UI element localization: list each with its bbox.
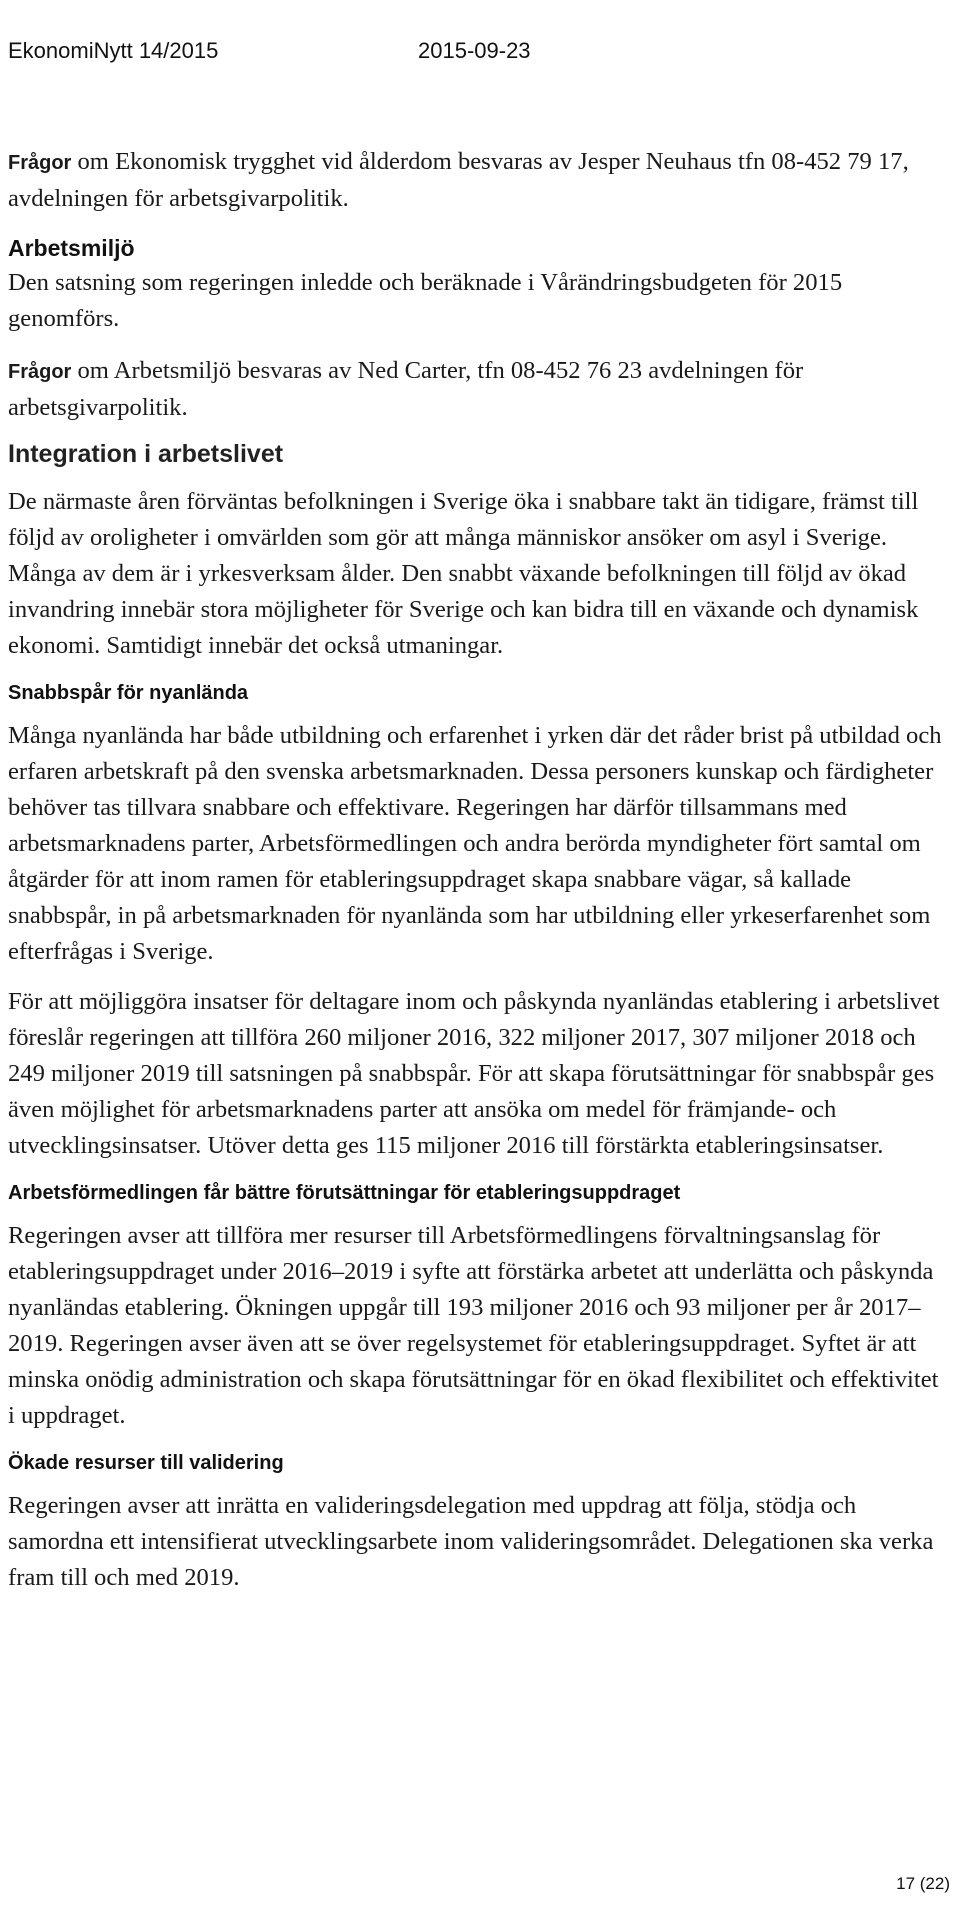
page-header bbox=[8, 38, 531, 64]
paragraph bbox=[8, 353, 948, 426]
paragraph-lead: Frågor bbox=[8, 361, 72, 383]
subsection-heading: Arbetsförmedlingen får bättre förutsättningar för etableringsuppdraget bbox=[8, 1182, 681, 1204]
paragraph: För att möjliggöra insatser för deltagare inom och påskynda nyanländas etablering i arbetslivet föreslår regeringen att tillföra 260 miljoner 2016, 322 miljoner 2017, 307 miljoner 2018 och 249 miljoner 2019 till satsningen på snabbspår. För att skapa förutsättningar för snabbspår ges även möjlighet för arbetsmarknadens parter att ansöka om medel för främjande- och utvecklingsinsatser. Utöver detta ges 115 miljoner 2016 till förstärkta etableringsinsatser. bbox=[8, 988, 940, 1159]
paragraph: Den satsning som regeringen inledde och beräknade i Vårändringsbudgeten för 2015 genomförs. bbox=[8, 269, 843, 332]
publication-date: 2015-09-23 bbox=[418, 38, 531, 63]
article-body bbox=[8, 144, 948, 1596]
paragraph: Många nyanlända har både utbildning och erfarenhet i yrken där det råder brist på utbildad och erfaren arbetskraft på den svenska arbetsmarknaden. Dessa personers kunskap och färdigheter behöver tas tillvara snabbare och effektivare. Regeringen har därför tillsammans med arbetsmarknadens parter, Arbetsförmedlingen och andra berörda myndigheter fört samtal om åtgärder för att inom ramen för etableringsuppdraget skapa snabbare vägar, så kallade snabbspår, in på arbetsmarknaden för nyanlända som har utbildning eller yrkeserfarenhet som efterfrågas i Sverige. bbox=[8, 722, 942, 965]
paragraph-lead: Frågor bbox=[8, 152, 72, 174]
section-heading: Integration i arbetslivet bbox=[8, 440, 284, 468]
page-number: 17 (22) bbox=[896, 1874, 950, 1893]
paragraph: Regeringen avser att tillföra mer resurser till Arbetsförmedlingens förvaltningsanslag för etableringsuppdraget under 2016–2019 i syfte att förstärka arbetet att underlätta och påskynda nyanländas etablering. Ökningen uppgår till 193 miljoner 2016 och 93 miljoner per år 2017–2019. Regeringen avser även att se över regelsystemet för etableringsuppdraget. Syftet är att minska onödig administration och skapa förutsättningar för en ökad flexibilitet och effektivitet i uppdraget. bbox=[8, 1222, 939, 1429]
paragraph: Regeringen avser att inrätta en valideringsdelegation med uppdrag att följa, stödja och samordna ett intensifierat utvecklingsarbete inom valideringsområdet. Delegationen ska verka fram till och med 2019. bbox=[8, 1492, 934, 1591]
section-heading: Arbetsmiljö bbox=[8, 235, 135, 261]
subsection-heading: Ökade resurser till validering bbox=[8, 1452, 284, 1474]
publication-title: EkonomiNytt 14/2015 bbox=[8, 38, 219, 63]
paragraph-text: om Arbetsmiljö besvaras av Ned Carter, tfn 08-452 76 23 avdelningen för arbetsgivarpolitik. bbox=[8, 357, 804, 421]
paragraph-text: om Ekonomisk trygghet vid ålderdom besvaras av Jesper Neuhaus tfn 08-452 79 17, avdelningen för arbetsgivarpolitik. bbox=[8, 148, 909, 212]
subsection-heading: Snabbspår för nyanlända bbox=[8, 682, 249, 704]
paragraph bbox=[8, 144, 948, 217]
paragraph: De närmaste åren förväntas befolkningen i Sverige öka i snabbare takt än tidigare, främst till följd av oroligheter i omvärlden som gör att många människor ansöker om asyl i Sverige. Många av dem är i yrkesverksam ålder. Den snabbt växande befolkningen till följd av ökad invandring innebär stora möjligheter för Sverige och kan bidra till en växande och dynamisk ekonomi. Samtidigt innebär det också utmaningar. bbox=[8, 488, 919, 659]
